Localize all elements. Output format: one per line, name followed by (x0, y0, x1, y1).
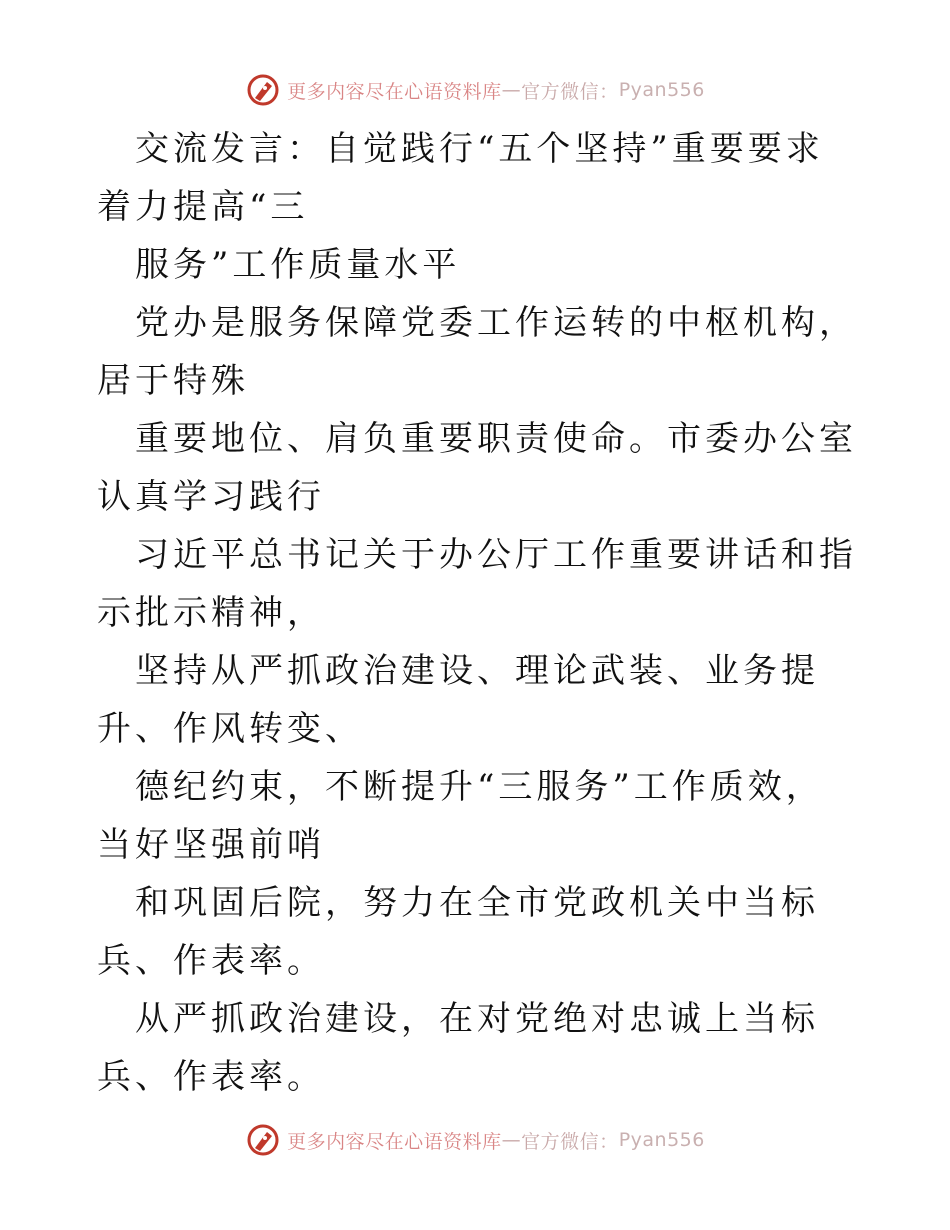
watermark-official-label: 官方微信： (521, 1130, 619, 1153)
header-watermark (0, 70, 950, 110)
paragraph: 习近平总书记关于办公厅工作重要讲话和指示批示精神， (97, 535, 857, 633)
paragraph: 坚持从严抓政治建设、理论武装、业务提升、作风转变、 (97, 651, 819, 749)
watermark-wechat-id: Pyan556 (618, 79, 705, 101)
paragraph-title: 交流发言：自觉践行“五个坚持”重要要求着力提高“三 (97, 129, 824, 227)
footer-watermark (0, 1120, 950, 1160)
watermark-separator: — (501, 1129, 522, 1151)
document-body (97, 120, 857, 1106)
paragraph: 党办是服务保障党委工作运转的中枢机构，居于特殊 (97, 303, 857, 401)
pen-nib-circle-icon (245, 1122, 281, 1158)
paragraph-title-cont: 服务”工作质量水平 (135, 245, 461, 285)
watermark-wechat-id: Pyan556 (618, 1129, 705, 1151)
paragraph: 和巩固后院，努力在全市党政机关中当标兵、作表率。 (97, 883, 819, 981)
paragraph: 重要地位、肩负重要职责使命。市委办公室认真学习践行 (97, 419, 857, 517)
watermark-main-text: 更多内容尽在心语资料库 (287, 1130, 502, 1153)
paragraph: 德纪约束，不断提升“三服务”工作质效，当好坚强前哨 (97, 767, 824, 865)
paragraph: 从严抓政治建设，在对党绝对忠诚上当标兵、作表率。 (97, 999, 819, 1097)
watermark-official-label: 官方微信： (521, 80, 619, 103)
pen-nib-circle-icon (245, 72, 281, 108)
watermark-main-text: 更多内容尽在心语资料库 (287, 80, 502, 103)
watermark-separator: — (501, 79, 522, 101)
